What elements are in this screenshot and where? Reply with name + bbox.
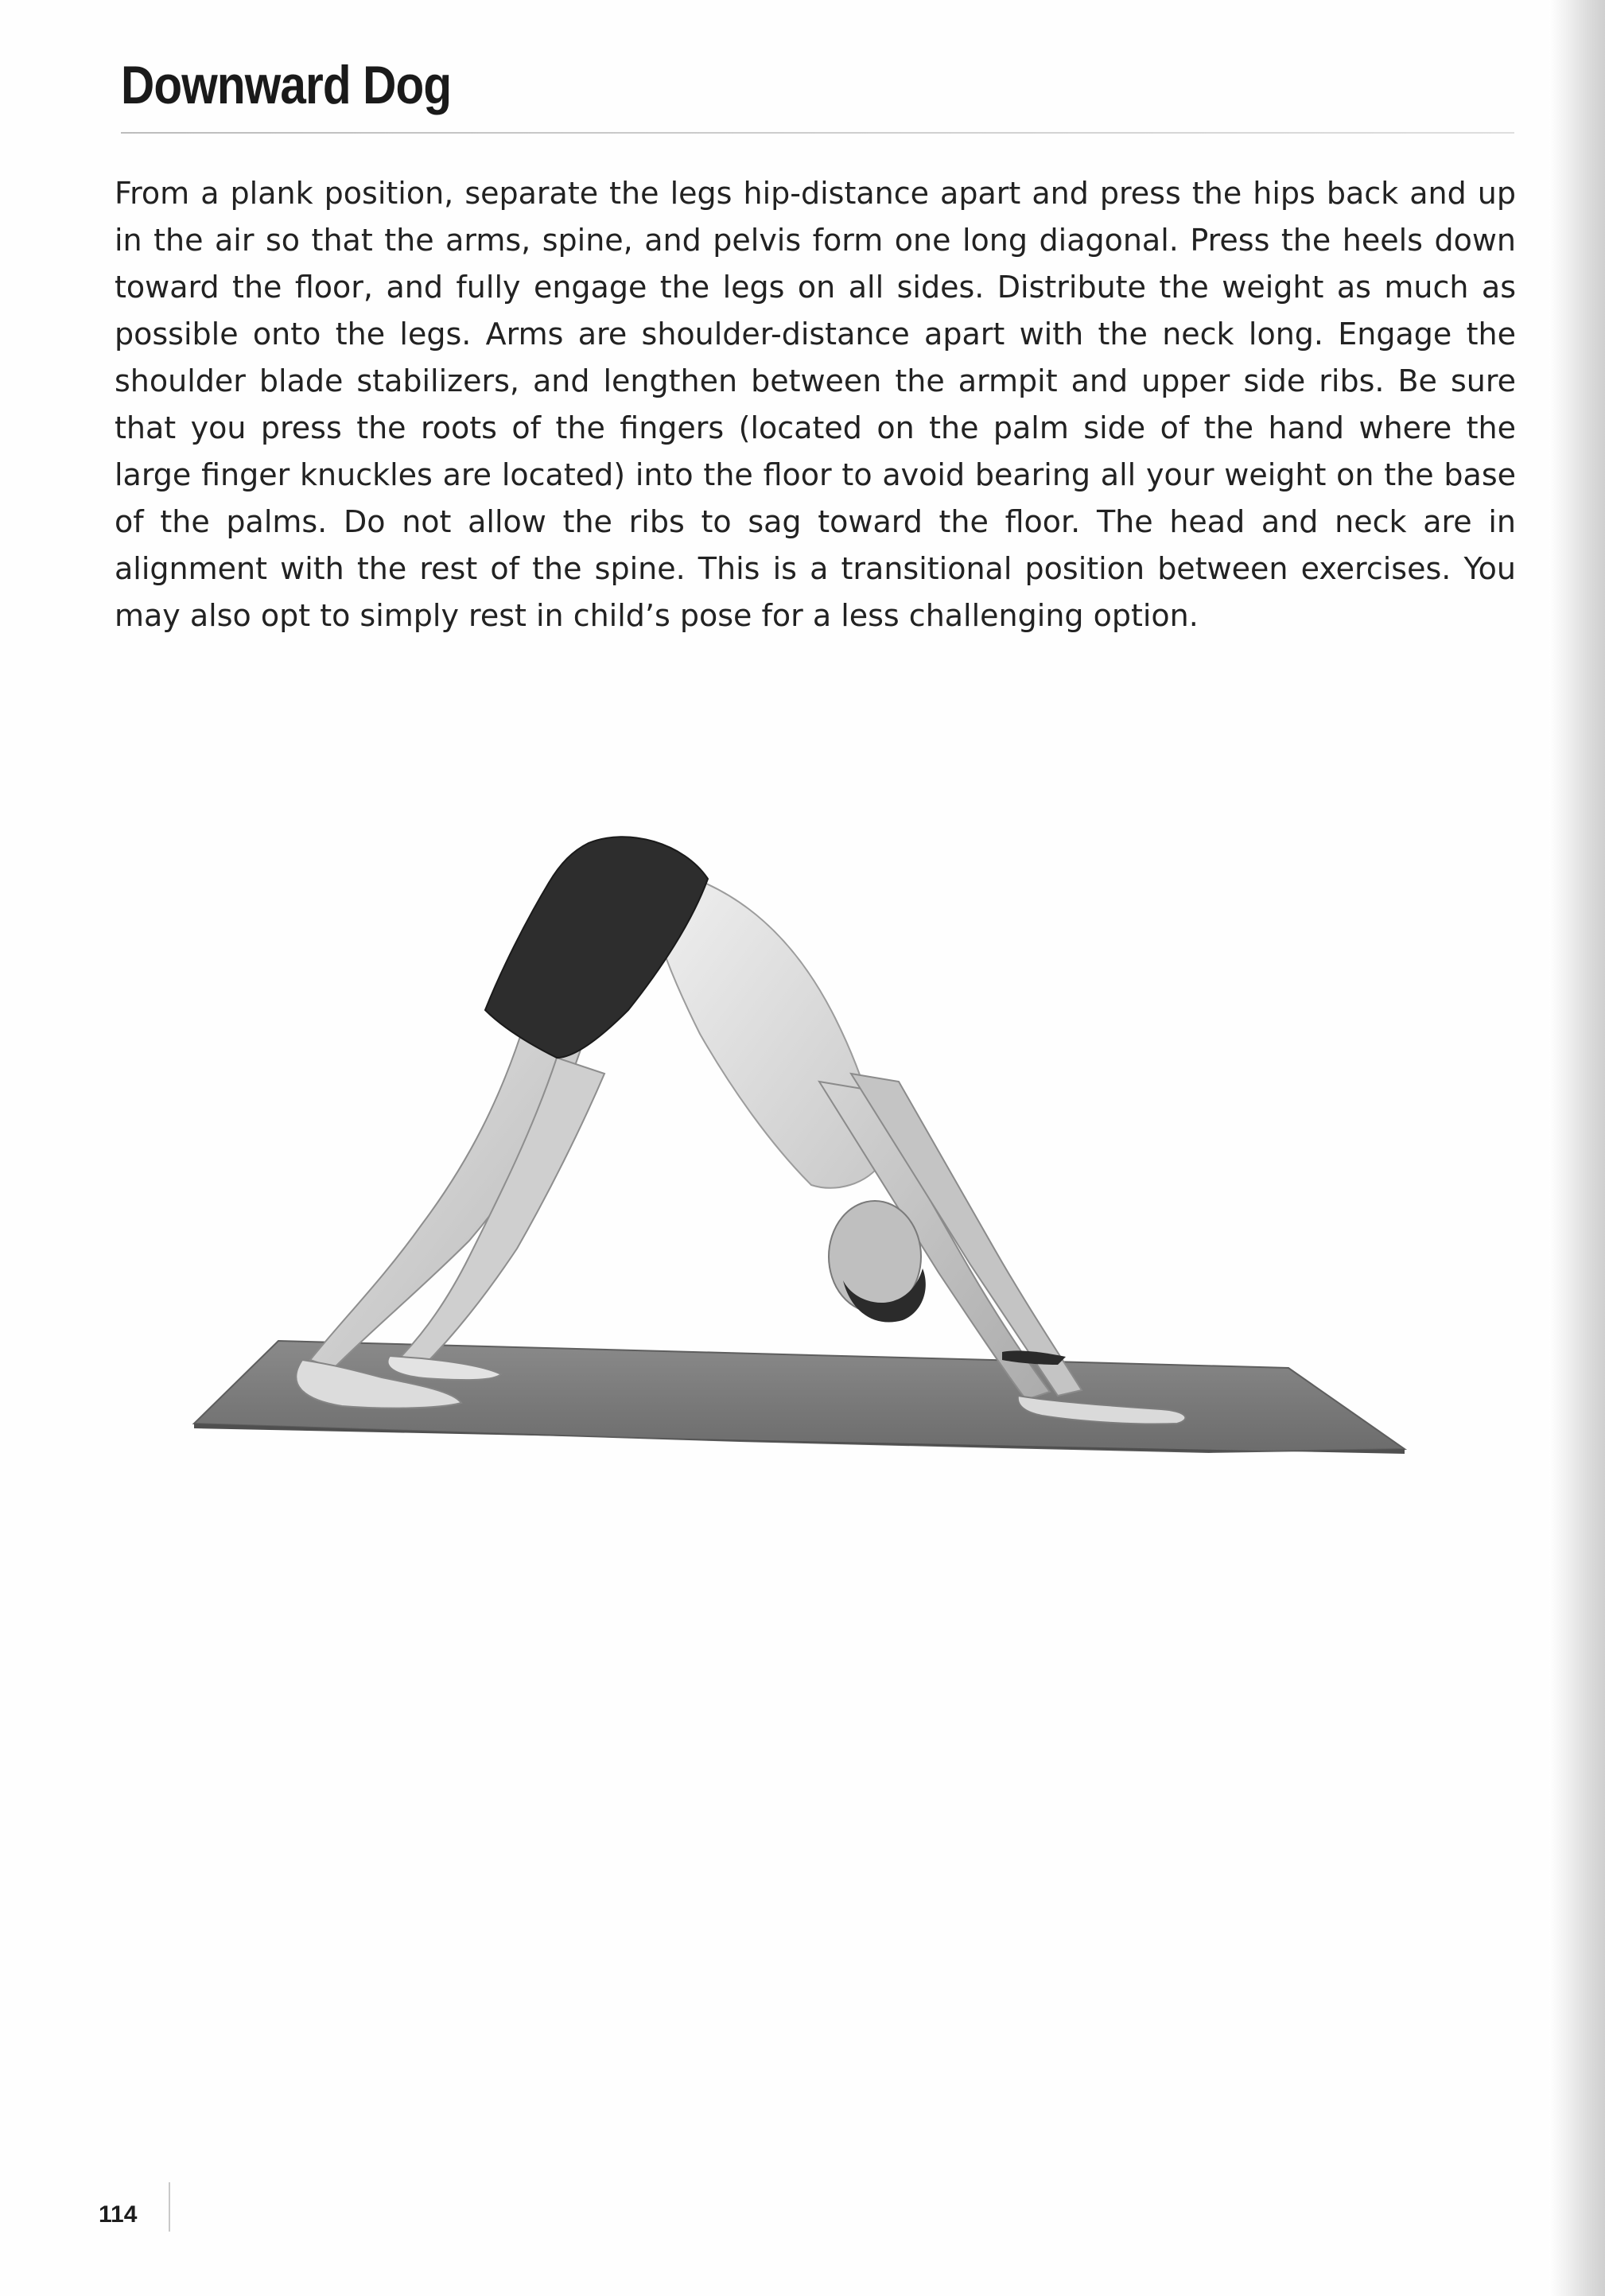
page-number: 114 bbox=[99, 2201, 138, 2228]
page-title: Downward Dog bbox=[121, 55, 452, 115]
instruction-paragraph: From a plank position, separate the legs hip-distance apart and press the hips back and up in the air so that the arms, spine, and pelvis form one long diagonal. Press the heels down toward the floor, and fully engage the legs on all sides. Distribute the weight as much as possible onto the legs. Arms are shoulder-distance apart with the neck long. Engage the shoulder blade stabilizers, and lengthen between the armpit and upper side ribs. Be sure that you press the roots of the fingers (located on the palm side of the hand where the large finger knuckles are located) into the floor to avoid bearing all your weight on the base of the palms. Do not allow the ribs to sag toward the floor. The head and neck are in alignment with the rest of the spine. This is a transitional position between exercises. You may also opt to simply rest in child’s pose for a less challenging option. bbox=[115, 176, 1516, 633]
title-divider bbox=[121, 132, 1514, 134]
page-number-divider bbox=[169, 2182, 170, 2232]
page-gutter-shadow bbox=[1549, 0, 1605, 2296]
downward-dog-photo bbox=[183, 811, 1424, 1479]
